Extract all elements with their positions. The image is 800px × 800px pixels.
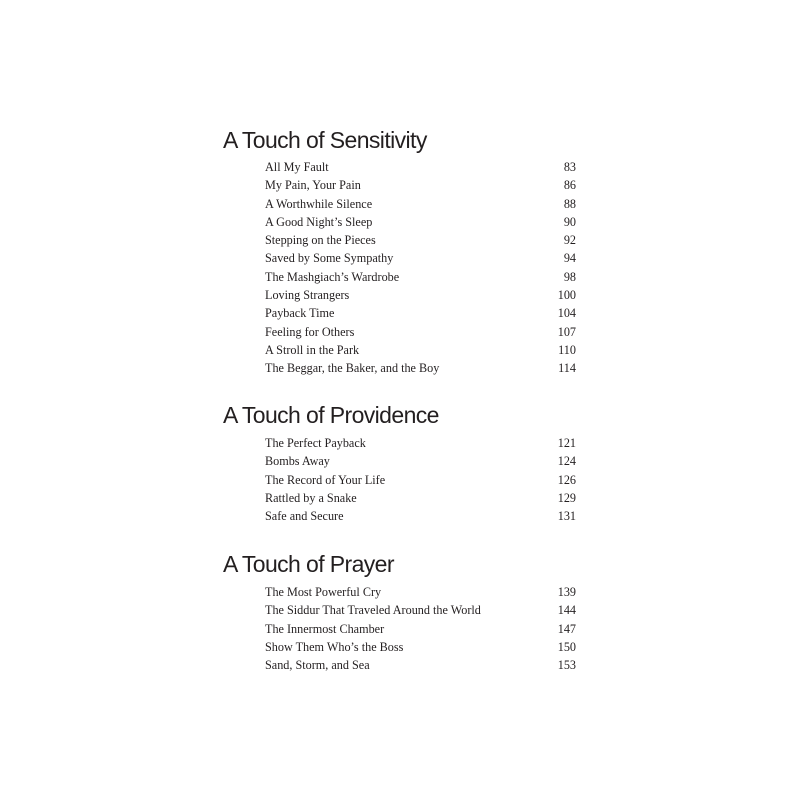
entry-title: A Worthwhile Silence [265,196,373,211]
entry-page-number: 126 [557,472,576,487]
toc-entry [265,601,576,619]
entry-page-number: 129 [557,490,576,505]
toc-entry [265,452,576,470]
entry-title: The Record of Your Life [265,472,386,487]
entry-page-number: 104 [557,306,576,321]
entry-page-number: 83 [563,160,576,174]
toc-entry [265,656,576,674]
entry-page-number: 153 [557,658,576,673]
entry-title: The Innermost Chamber [265,621,385,636]
toc-entry-list [265,158,576,378]
entry-page-number: 110 [558,342,576,357]
toc-entry [265,638,576,656]
entry-title: The Siddur That Traveled Around the World [265,603,481,618]
entry-title: The Perfect Payback [265,436,366,450]
entry-title: A Good Night’s Sleep [265,214,373,229]
toc-entry [265,304,576,322]
toc-entry [265,323,576,341]
toc-entry [265,434,576,452]
entry-title: Stepping on the Pieces [265,233,376,248]
toc-entry [265,507,576,525]
entry-page-number: 124 [557,454,576,469]
entry-page-number: 100 [557,288,576,303]
entry-page-number: 90 [563,214,576,229]
toc-entry [265,583,576,601]
entry-title: Saved by Some Sympathy [265,251,394,266]
toc-entry [265,158,576,176]
entry-title: Bombs Away [265,454,330,469]
toc-entry [265,249,576,267]
entry-page-number: 147 [557,621,576,636]
entry-title: Loving Strangers [265,288,350,303]
entry-page-number: 114 [558,361,576,376]
section-title: A Touch of Providence [223,402,439,428]
toc-entry [265,471,576,489]
toc-entry [265,620,576,638]
entry-title: Rattled by a Snake [265,490,357,505]
entry-title: The Most Powerful Cry [265,585,382,599]
toc-entry-list [265,434,576,525]
toc-entry [265,341,576,359]
entry-page-number: 121 [557,436,576,450]
entry-title: Show Them Who’s the Boss [265,639,404,654]
entry-title: The Mashgiach’s Wardrobe [265,269,400,284]
entry-title: Sand, Storm, and Sea [265,658,370,673]
entry-page-number: 88 [563,196,576,211]
entry-title: Payback Time [265,306,335,321]
section-title: A Touch of Sensitivity [223,127,427,153]
entry-title: A Stroll in the Park [265,342,360,357]
entry-title: My Pain, Your Pain [265,178,361,193]
entry-title: All My Fault [265,160,329,174]
entry-title: Safe and Secure [265,509,344,524]
entry-page-number: 131 [557,509,576,524]
toc-entry [265,268,576,286]
entry-page-number: 150 [557,639,576,654]
toc-entry-list [265,583,576,674]
entry-page-number: 92 [563,233,576,248]
toc-entry [265,286,576,304]
section-title: A Touch of Prayer [223,551,394,577]
entry-title: The Beggar, the Baker, and the Boy [265,361,440,376]
entry-title: Feeling for Others [265,324,355,339]
entry-page-number: 98 [563,269,576,284]
entry-page-number: 107 [557,324,576,339]
entry-page-number: 86 [563,178,576,193]
toc-entry [265,359,576,377]
entry-page-number: 139 [557,585,576,599]
toc-entry [265,176,576,194]
toc-entry [265,231,576,249]
entry-page-number: 144 [557,603,576,618]
toc-entry [265,489,576,507]
toc-entry [265,195,576,213]
toc-entry [265,213,576,231]
entry-page-number: 94 [563,251,576,266]
